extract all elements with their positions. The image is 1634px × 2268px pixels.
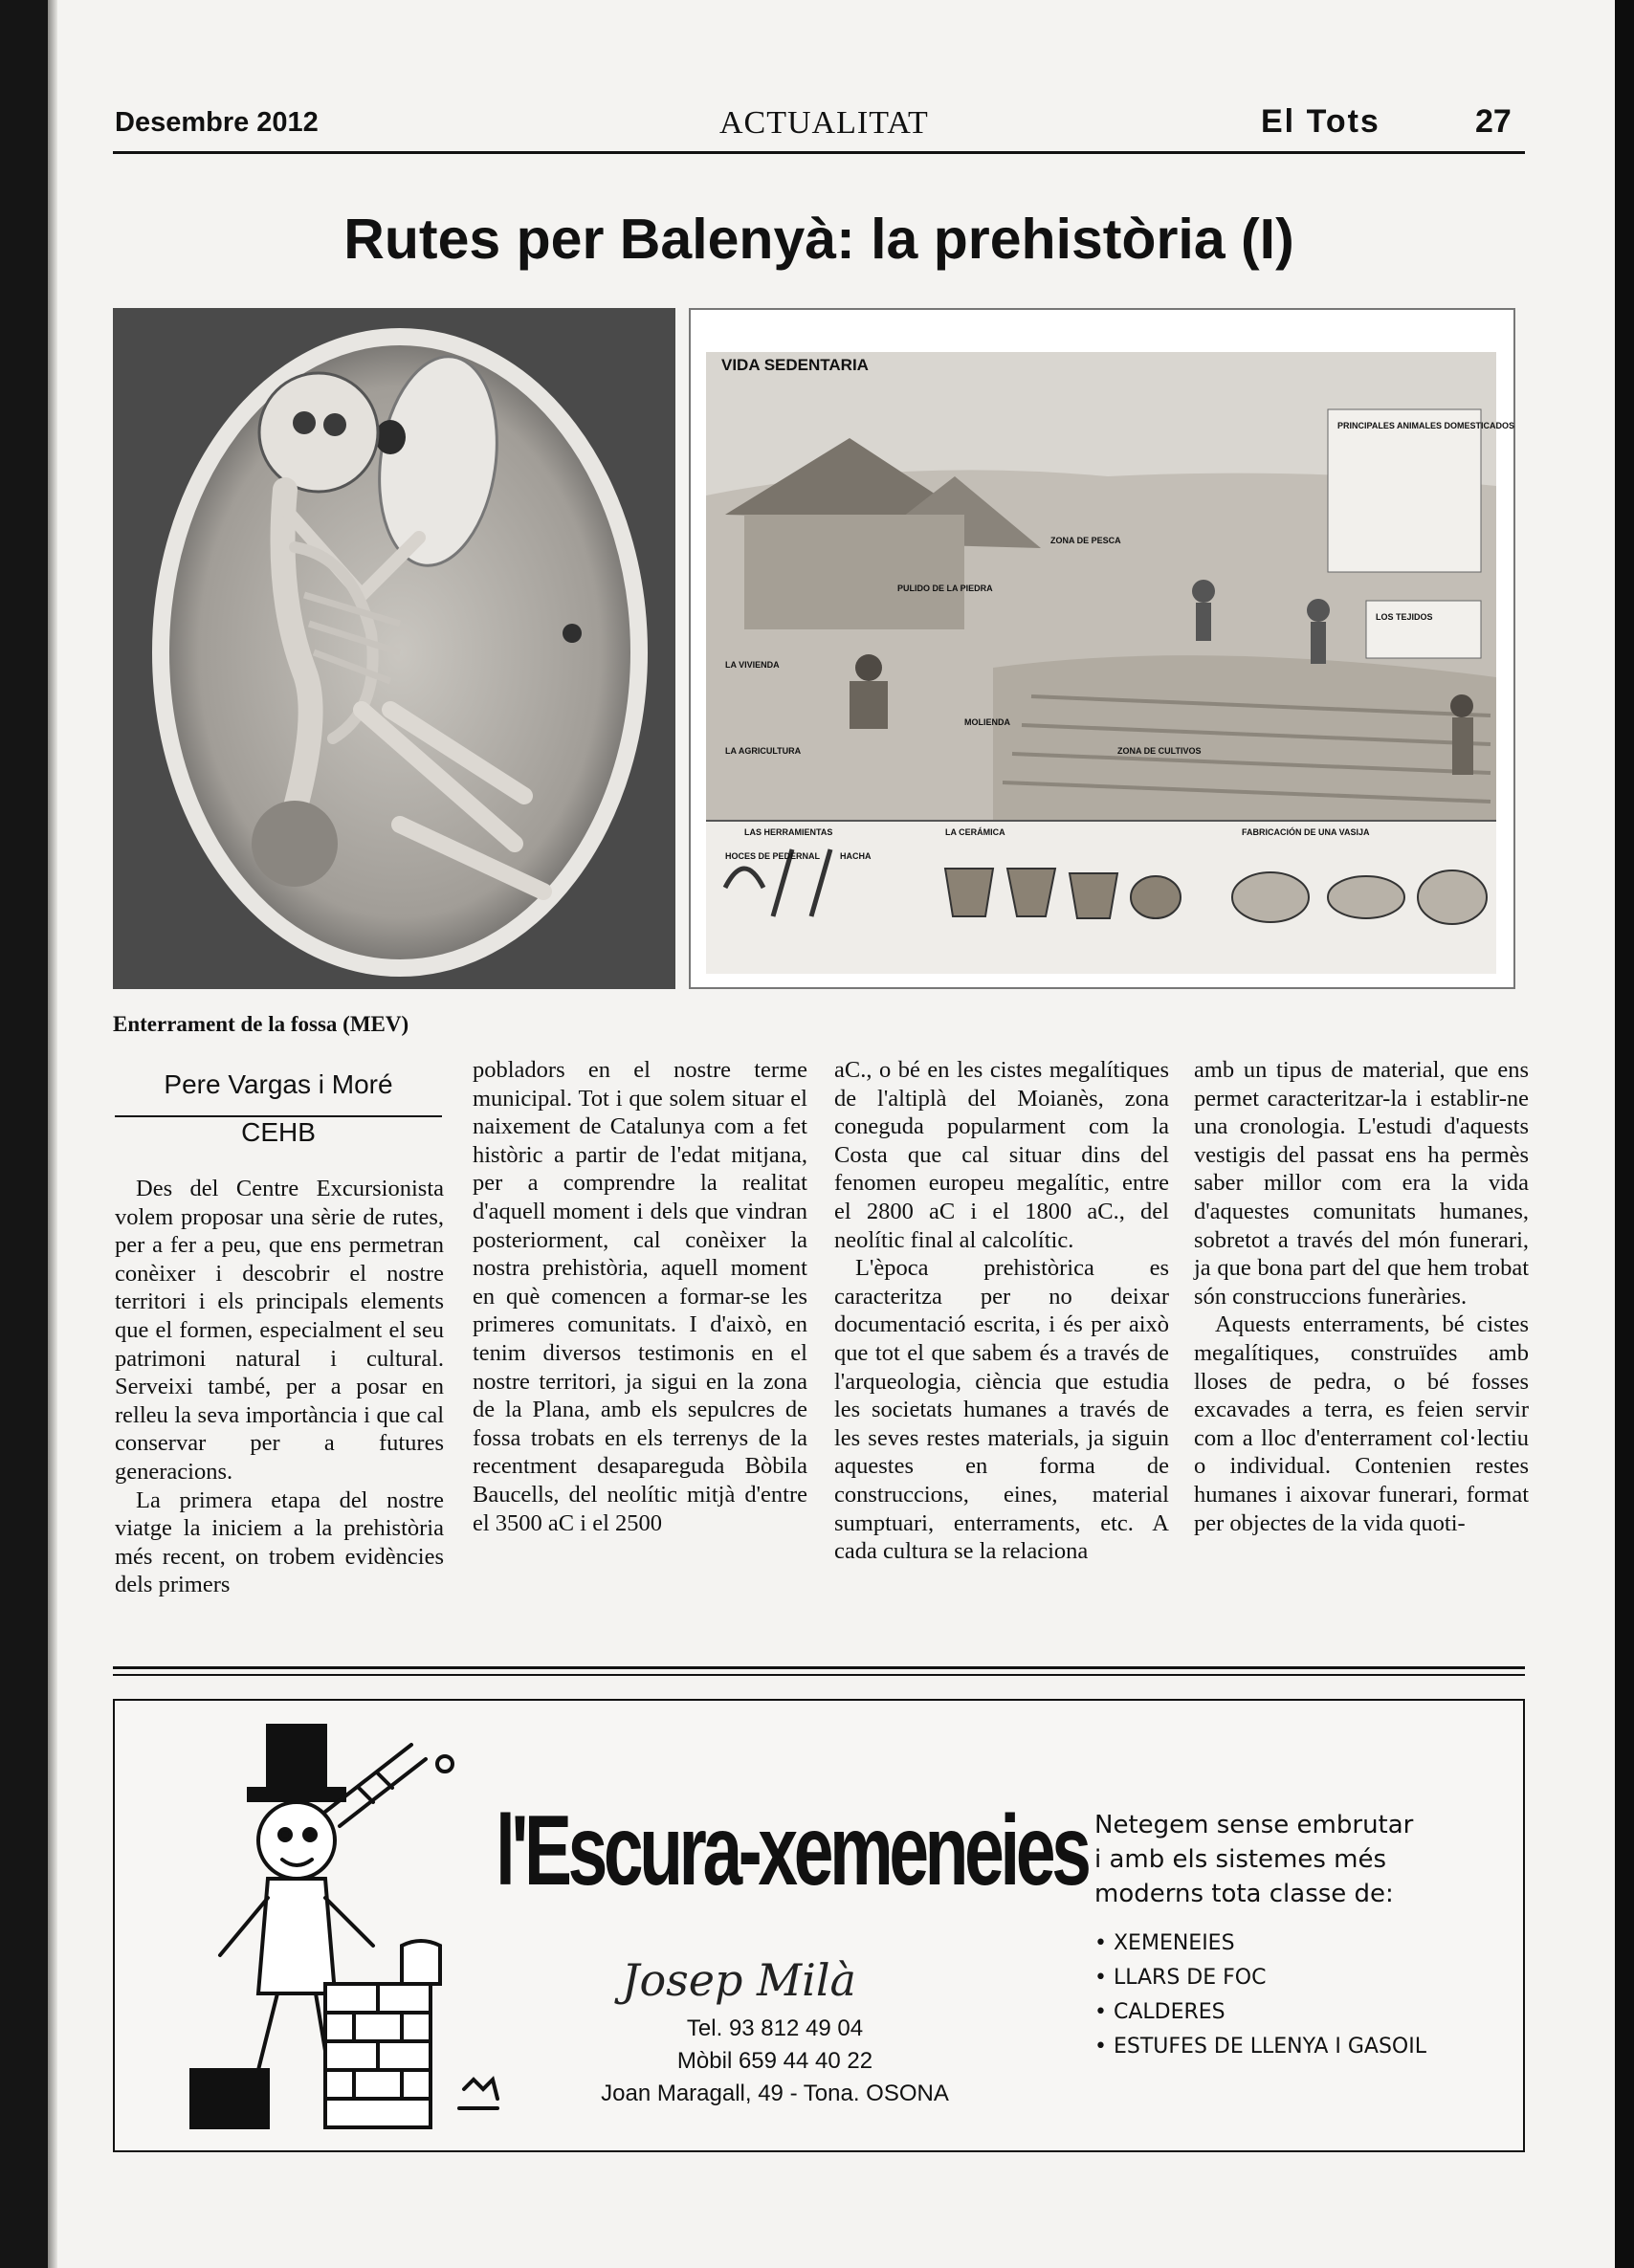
illustration-artwork [706,352,1515,974]
phone-number: Tel. 93 812 49 04 [686,2015,864,2041]
article-column-2 [473,1056,807,1630]
service-item: • XEMENEIES [1094,1927,1426,1961]
chimney-sweep-advert [113,1699,1525,2152]
illustration-heading: VIDA SEDENTARIA [721,356,869,374]
advert-intro [1094,1808,1413,1911]
illustration-label: LA VIVIENDA [725,660,780,670]
issue-date: Desembre 2012 [115,107,319,138]
paragraph: Aquests enterraments, bé cistes megalítiques, construïdes amb lloses de pedra, o bé fosses excavades a terra, es feien servir com a lloc d'enterrament col·lectiu o individual. Contenien restes humanes i aixovar funerari, format per objectes de la vida quoti- [1194,1311,1529,1536]
article-title: Rutes per Balenyà: la prehistòria (I) [343,208,1294,271]
service-item: • CALDERES [1094,1995,1426,2030]
paragraph: Des del Centre Excursionista volem proposar una sèrie de rutes, per a fer a peu, que ens permetran conèixer i descobrir el nostre territori i els principals elements que el formen, especialment el seu patrimoni natural i cultural. Serveixi també, per a posar en relleu la seva importància i que cal conservar per a futures generacions. [115,1176,444,1485]
illustration-label: LAS HERRAMIENTAS [744,827,833,837]
burial-photo-drawing [113,308,675,989]
illustration-label: LOS TEJIDOS [1376,612,1433,622]
illustration-label: MOLIENDA [964,717,1010,727]
illustration-label: ZONA DE CULTIVOS [1117,746,1202,756]
page-right-edge [1615,0,1634,2268]
paragraph: pobladors en el nostre terme municipal. Tot i que solem situar el naixement de Catalunya com a fet històric a partir de l'edat mitjana, per a comprendre la realitat d'aquell moment i dels que vindran posteriorment, cal conèixer la nostra prehistòria, aquell moment en què comencen a formar-se les primeres comunitats. I d'això, en tenim diversos testimonis en el nostre territori, ja sigui en la zona de la Plana, amb els sepulcres de fossa trobats en els terrenys de la recentment desapareguda Bòbila Baucells, del neolític mitjà d'entre el 3500 aC i el 2500 [473,1057,807,1536]
paragraph: L'època prehistòrica es caracteritza per no deixar documentació escrita, i és per això que tot el que sabem és a través de l'arqueologia, ciència que estudia les societats humanes a través de les seves restes materials, ja siguin aquestes en forma de construccions, eines, material sumptuari, enterraments, etc. A cada cultura se la relaciona [834,1255,1169,1565]
illustration-label: PULIDO DE LA PIEDRA [897,584,993,593]
illustration-label: HOCES DE PEDERNAL [725,851,821,861]
page-fold-shadow [48,0,57,2268]
service-item: • ESTUFES DE LLENYA I GASOIL [1094,2030,1426,2064]
mobile-number: Mòbil 659 44 40 22 [676,2048,873,2074]
article-column-3 [834,1056,1169,1630]
chimney-sweep-illustration [134,1707,536,2147]
article-column-1 [115,1175,444,1599]
paragraph: amb un tipus de material, que ens permet caracteritzar-la i establir-ne una cronologia. L'estudi d'aquests vestigis del passat ens ha permès saber millor com era la vida d'aquestes comunitats humanes, sobretot a través del món funerari, ja que bona part del que hem trobat són construccions funeràries. [1194,1057,1529,1310]
illustration-label: HACHA [840,851,872,861]
page-left-edge [0,0,48,2268]
author-organization: CEHB [241,1117,316,1147]
contact-details [564,2013,985,2110]
photo-caption: Enterrament de la fossa (MEV) [113,1012,409,1036]
publication-name: El Tots [1261,103,1380,140]
advert-rule-bottom [113,1674,1525,1676]
advert-rule-top [113,1666,1525,1669]
illustration-label: FABRICACIÓN DE UNA VASIJA [1242,827,1370,837]
burial-photo [113,308,675,989]
article-author: Pere Vargas i Moré [164,1069,393,1099]
service-item: • LLARS DE FOC [1094,1961,1426,1995]
business-address: Joan Maragall, 49 - Tona. OSONA [601,2081,949,2106]
illustration-label: ZONA DE PESCA [1050,536,1121,545]
business-name: l'Escura-xemeneies [496,1795,1088,1906]
illustration-label: LA AGRICULTURA [725,746,802,756]
header-rule [113,151,1525,154]
section-name: ACTUALITAT [719,105,929,141]
paragraph: aC., o bé en les cistes megalítiques de l'altiplà del Moianès, zona coneguda popularment com la Costa que cal situar dins del fenomen europeu megalític, entre el 2800 aC i el 1800 aC., del neolític final al calcolític. [834,1057,1169,1253]
services-list [1094,1927,1426,2064]
article-column-4 [1194,1056,1529,1630]
intro-line: i amb els sistemes més [1094,1845,1387,1874]
prehistoric-life-illustration [689,308,1515,989]
village-scene-drawing [706,352,1515,974]
intro-line: moderns tota classe de: [1094,1880,1394,1908]
illustration-label: PRINCIPALES ANIMALES DOMESTICADOS [1337,421,1515,430]
owner-signature: Josep Milà [622,1954,856,2006]
paragraph: La primera etapa del nostre viatge la iniciem a la prehistòria més recent, on trobem evidències dels primers [115,1486,444,1598]
intro-line: Netegem sense embrutar [1094,1811,1414,1839]
illustration-label: LA CERÁMICA [945,827,1005,837]
page-number: 27 [1475,103,1512,140]
